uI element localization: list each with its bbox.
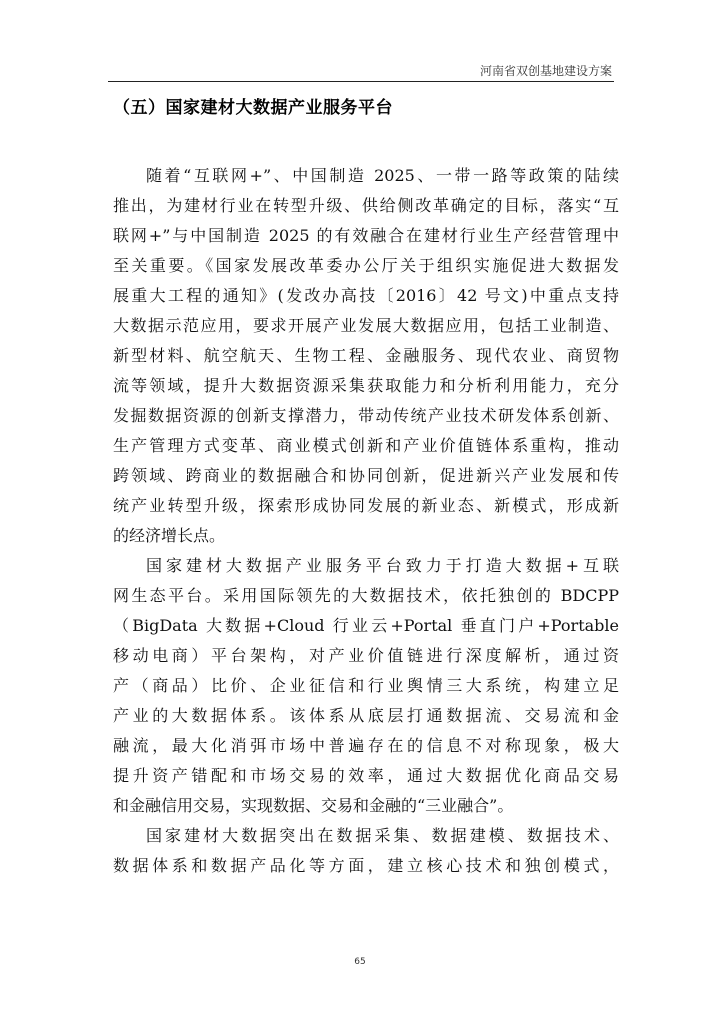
text-line: 随着“互联网+”、中国制造 2025、一带一路等政策的陆续	[146, 166, 619, 185]
text-line: 生产管理方式变革、商业模式创新和产业价值链体系重构，推动	[113, 436, 619, 455]
text-line: （BigData 大数据+Cloud 行业云+Portal 垂直门户+Portable	[113, 616, 619, 635]
paragraph	[113, 161, 619, 551]
text-line: 国家建材大数据突出在数据采集、数据建模、数据技术、	[146, 826, 619, 845]
text-line: 发掘数据资源的创新支撑潜力，带动传统产业技术研发体系创新、	[113, 406, 619, 425]
text-line: 移动电商）平台架构，对产业价值链进行深度解析，通过资	[113, 646, 619, 665]
running-header: 河南省双创基地建设方案	[479, 64, 612, 78]
paragraph	[113, 821, 619, 881]
text-line: 产（商品）比价、企业征信和行业舆情三大系统，构建立足	[113, 676, 619, 695]
text-line: 推出，为建材行业在转型升级、供给侧改革确定的目标，落实“互	[113, 196, 619, 215]
paragraph	[113, 551, 619, 821]
text-line: 融流，最大化消弭市场中普遍存在的信息不对称现象，极大	[113, 736, 619, 755]
section-heading: （五）国家建材大数据产业服务平台	[113, 98, 393, 118]
text-line: 数据体系和数据产品化等方面，建立核心技术和独创模式，	[113, 856, 619, 875]
header-divider	[108, 81, 614, 82]
text-line: 产业的大数据体系。该体系从底层打通数据流、交易流和金	[113, 706, 619, 725]
text-line: 网生态平台。采用国际领先的大数据技术，依托独创的 BDCPP	[113, 586, 619, 605]
text-line: 联网+”与中国制造 2025 的有效融合在建材行业生产经营管理中	[113, 226, 619, 245]
text-line: 的经济增长点。	[113, 526, 226, 545]
page-number: 65	[354, 957, 366, 967]
text-line: 和金融信用交易，实现数据、交易和金融的“三业融合”。	[113, 796, 514, 815]
text-line: 提升资产错配和市场交易的效率，通过大数据优化商品交易	[113, 766, 619, 785]
text-line: 国家建材大数据产业服务平台致力于打造大数据+互联	[146, 556, 619, 575]
text-line: 大数据示范应用，要求开展产业发展大数据应用，包括工业制造、	[113, 316, 619, 335]
text-line: 跨领域、跨商业的数据融合和协同创新，促进新兴产业发展和传	[113, 466, 619, 485]
text-line: 流等领域，提升大数据资源采集获取能力和分析利用能力，充分	[113, 376, 619, 395]
text-line: 至关重要。《国家发展改革委办公厅关于组织实施促进大数据发	[113, 256, 619, 275]
text-line: 统产业转型升级，探索形成协同发展的新业态、新模式，形成新	[113, 496, 619, 515]
text-line: 展重大工程的通知》(发改办高技〔2016〕42 号文)中重点支持	[113, 286, 619, 305]
text-line: 新型材料、航空航天、生物工程、金融服务、现代农业、商贸物	[113, 346, 619, 365]
body-text	[113, 161, 619, 881]
